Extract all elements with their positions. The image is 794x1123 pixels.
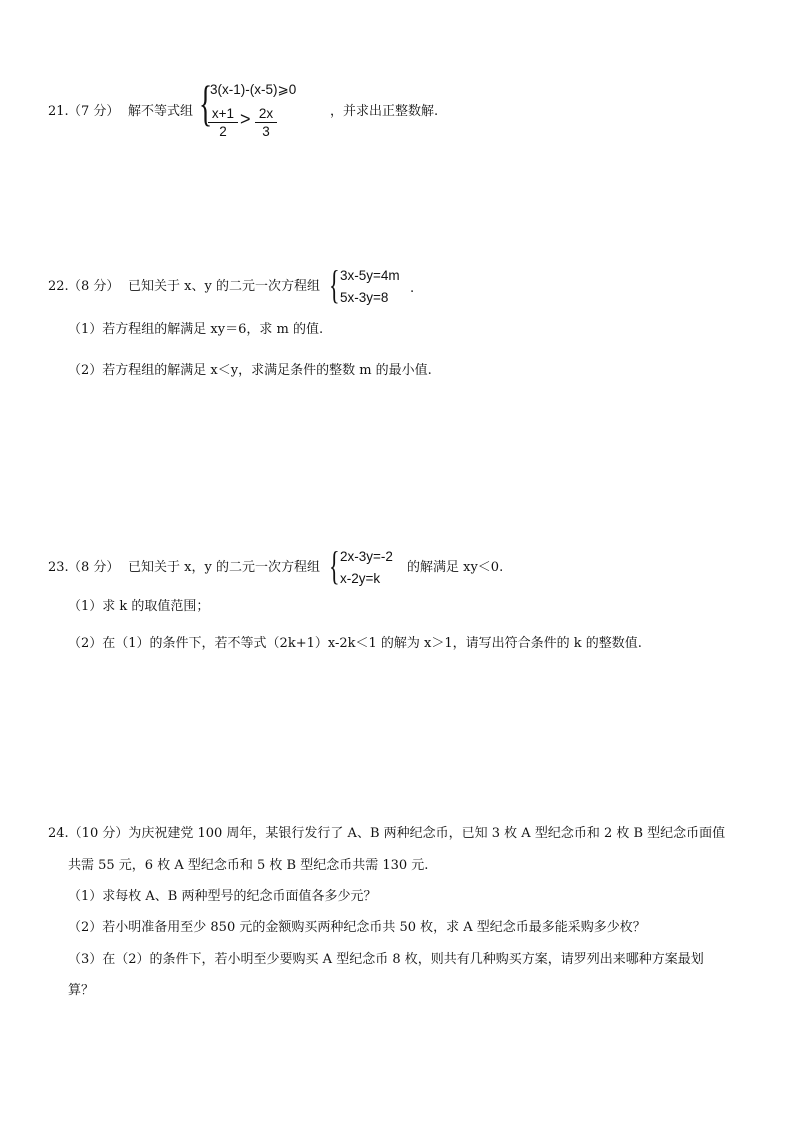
- q21-number: 21.: [48, 104, 69, 119]
- q24-subquestion-3-line-1: （3）在（2）的条件下，若小明至少要购买 A 型纪念币 8 枚，则共有几种购买方案，请罗列出来哪种方案最划: [68, 952, 704, 967]
- q21-fraction-left-denominator: 2: [219, 124, 227, 139]
- q22-number: 22.: [48, 279, 69, 294]
- q22-subquestion-1: （1）若方程组的解满足 xy＝6，求 m 的值.: [68, 322, 324, 337]
- q21-score: （7 分）: [68, 104, 120, 119]
- q21-suffix: ，并求出正整数解.: [330, 104, 439, 119]
- q24-subquestion-2: （2）若小明准备用至少 850 元的金额购买两种纪念币共 50 枚，求 A 型纪念币最多能采购多少枚？: [68, 920, 646, 935]
- q23-subquestion-2: （2）在（1）的条件下，若不等式（2k+1）x-2k＜1 的解为 x＞1，请写出符合条件的 k 的整数值.: [68, 636, 642, 651]
- q21-fraction-right-numerator: 2x: [255, 106, 277, 123]
- q21-fraction-left: [208, 106, 238, 141]
- q23-equation-2: x-2y=k: [340, 571, 381, 586]
- q21-system-brace: {: [199, 75, 213, 131]
- q22-system-brace: {: [329, 262, 340, 307]
- q23-prefix: 已知关于 x，y 的二元一次方程组: [128, 560, 320, 575]
- q24-subquestion-3-line-2: 算？: [68, 983, 95, 998]
- q22-subquestion-2: （2）若方程组的解满足 x＜y，求满足条件的整数 m 的最小值.: [68, 363, 432, 378]
- q21-prefix: 解不等式组: [128, 104, 194, 119]
- q22-equation-2: 5x-3y=8: [340, 290, 389, 305]
- q21-fraction-right: [255, 106, 277, 141]
- q23-suffix: 的解满足 xy＜0.: [407, 560, 504, 575]
- q23-subquestion-1: （1）求 k 的取值范围；: [68, 599, 210, 614]
- q23-system-brace: {: [329, 543, 340, 588]
- q24-stem-line-1: 24.（10 分）为庆祝建党 100 周年，某银行发行了 A、B 两种纪念币，已知 3 枚 A 型纪念币和 2 枚 B 型纪念币面值: [48, 826, 726, 841]
- q24-stem-line-2: 共需 55 元，6 枚 A 型纪念币和 5 枚 B 型纪念币共需 130 元.: [68, 858, 429, 873]
- q22-prefix: 已知关于 x、y 的二元一次方程组: [128, 279, 320, 294]
- q21-fraction-left-numerator: x+1: [208, 106, 238, 123]
- q23-equation-1: 2x-3y=-2: [340, 549, 393, 564]
- q23-score: （8 分）: [68, 560, 120, 575]
- q22-score: （8 分）: [68, 279, 120, 294]
- q22-equation-1: 3x-5y=4m: [340, 268, 400, 283]
- q21-greater-than: >: [240, 109, 251, 129]
- q22-suffix: .: [410, 281, 415, 296]
- q23-number: 23.: [48, 560, 69, 575]
- q24-subquestion-1: （1）求每枚 A、B 两种型号的纪念币面值各多少元？: [68, 889, 377, 904]
- q21-fraction-right-denominator: 3: [262, 124, 270, 139]
- q21-inequality-1: 3(x-1)-(x-5)⩾0: [210, 82, 297, 97]
